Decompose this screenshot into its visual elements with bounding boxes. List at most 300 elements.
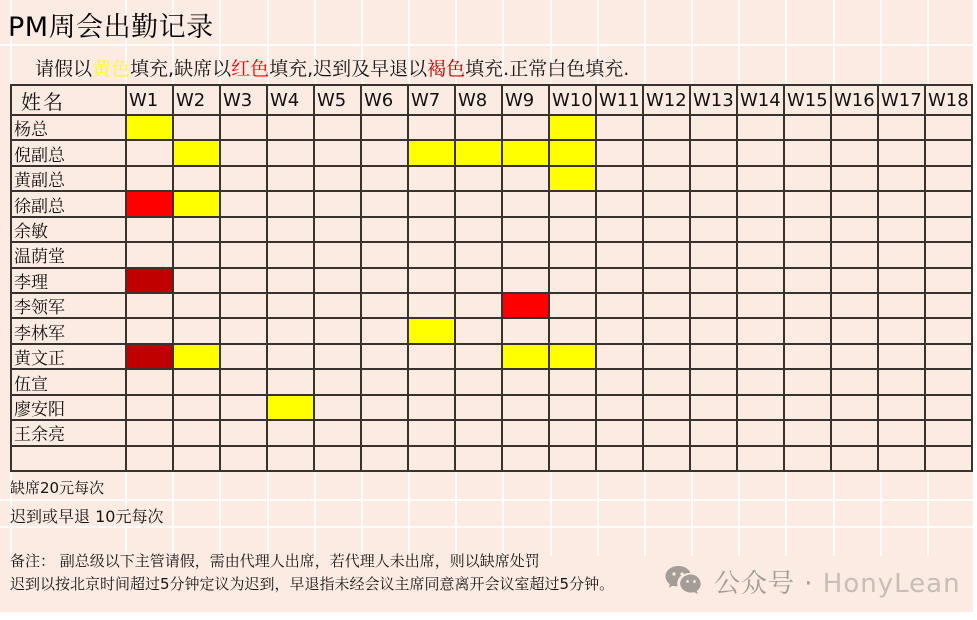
- attendance-cell-廖安阳-W17[interactable]: [879, 396, 924, 419]
- attendance-cell-温荫堂-W16[interactable]: [832, 243, 877, 266]
- attendance-cell-廖安阳-W3[interactable]: [221, 396, 266, 419]
- column-header-w2[interactable]: W2: [174, 86, 219, 114]
- attendance-cell-倪副总-W11[interactable]: [597, 141, 642, 164]
- attendance-cell-徐副总-W11[interactable]: [597, 192, 642, 215]
- attendance-cell-倪副总-W14[interactable]: [738, 141, 783, 164]
- attendance-cell-倪副总-W16[interactable]: [832, 141, 877, 164]
- attendance-cell-徐副总-W2[interactable]: [174, 192, 219, 215]
- attendance-cell-廖安阳-W13[interactable]: [691, 396, 736, 419]
- attendance-cell-伍宣-W12[interactable]: [644, 370, 689, 393]
- attendance-cell-廖安阳-W2[interactable]: [174, 396, 219, 419]
- attendance-cell-李林军-W13[interactable]: [691, 319, 736, 342]
- attendance-cell-李领军-W7[interactable]: [409, 294, 454, 317]
- attendance-cell-黄副总-W17[interactable]: [879, 167, 924, 190]
- attendance-cell-黄副总-W7[interactable]: [409, 167, 454, 190]
- attendance-cell-廖安阳-W18[interactable]: [926, 396, 971, 419]
- attendance-cell-王余亮-W18[interactable]: [926, 421, 971, 444]
- legend-brown-word: 褐色: [427, 58, 466, 80]
- column-header-w14[interactable]: W14: [738, 86, 783, 114]
- attendance-cell-黄文正-W9[interactable]: [503, 345, 548, 368]
- attendance-cell-王余亮-W15[interactable]: [785, 421, 830, 444]
- attendance-cell-伍宣-W14[interactable]: [738, 370, 783, 393]
- attendance-cell-黄文正-W17[interactable]: [879, 345, 924, 368]
- attendance-cell-王余亮-W17[interactable]: [879, 421, 924, 444]
- attendance-cell-黄副总-W15[interactable]: [785, 167, 830, 190]
- attendance-cell-温荫堂-W14[interactable]: [738, 243, 783, 266]
- attendance-cell-余敏-W7[interactable]: [409, 218, 454, 241]
- attendance-cell-杨总-W4[interactable]: [268, 116, 313, 139]
- attendance-cell-李理-W16[interactable]: [832, 269, 877, 292]
- attendance-cell-李理-W8[interactable]: [456, 269, 501, 292]
- column-header-w11[interactable]: W11: [597, 86, 642, 114]
- attendance-cell-黄文正-W15[interactable]: [785, 345, 830, 368]
- attendance-cell-伍宣-W16[interactable]: [832, 370, 877, 393]
- attendance-cell-黄文正-W3[interactable]: [221, 345, 266, 368]
- attendance-cell-李林军-W12[interactable]: [644, 319, 689, 342]
- attendance-cell-余敏-W6[interactable]: [362, 218, 407, 241]
- attendance-cell-温荫堂-W8[interactable]: [456, 243, 501, 266]
- column-header-w6[interactable]: W6: [362, 86, 407, 114]
- attendance-cell-李理-W2[interactable]: [174, 269, 219, 292]
- attendance-cell-李林军-W7[interactable]: [409, 319, 454, 342]
- attendance-cell-余敏-W5[interactable]: [315, 218, 360, 241]
- column-header-w15[interactable]: W15: [785, 86, 830, 114]
- attendance-cell-黄副总-W14[interactable]: [738, 167, 783, 190]
- attendance-cell-伍宣-W9[interactable]: [503, 370, 548, 393]
- attendance-cell-温荫堂-W17[interactable]: [879, 243, 924, 266]
- attendance-cell-李理-W4[interactable]: [268, 269, 313, 292]
- attendance-cell-李理-W1[interactable]: [127, 269, 172, 292]
- attendance-cell-伍宣-W17[interactable]: [879, 370, 924, 393]
- attendance-cell-余敏-W1[interactable]: [127, 218, 172, 241]
- attendance-cell-empty-W8[interactable]: [456, 447, 501, 470]
- attendance-cell-倪副总-W1[interactable]: [127, 141, 172, 164]
- attendance-cell-黄文正-W5[interactable]: [315, 345, 360, 368]
- attendance-cell-伍宣-W5[interactable]: [315, 370, 360, 393]
- attendance-cell-廖安阳-W11[interactable]: [597, 396, 642, 419]
- attendance-cell-杨总-W14[interactable]: [738, 116, 783, 139]
- attendance-cell-黄副总-W16[interactable]: [832, 167, 877, 190]
- attendance-cell-李林军-W2[interactable]: [174, 319, 219, 342]
- attendance-cell-温荫堂-W5[interactable]: [315, 243, 360, 266]
- attendance-cell-李理-W17[interactable]: [879, 269, 924, 292]
- wechat-icon: [664, 564, 704, 600]
- attendance-cell-empty-W3[interactable]: [221, 447, 266, 470]
- attendance-cell-伍宣-W1[interactable]: [127, 370, 172, 393]
- sheet-gridline: [738, 0, 740, 84]
- column-header-w9[interactable]: W9: [503, 86, 548, 114]
- attendance-cell-廖安阳-W10[interactable]: [550, 396, 595, 419]
- attendance-cell-empty-W13[interactable]: [691, 447, 736, 470]
- attendance-cell-王余亮-W2[interactable]: [174, 421, 219, 444]
- attendance-cell-温荫堂-W1[interactable]: [127, 243, 172, 266]
- attendance-cell-黄副总-W2[interactable]: [174, 167, 219, 190]
- attendance-cell-倪副总-W9[interactable]: [503, 141, 548, 164]
- attendance-cell-伍宣-W2[interactable]: [174, 370, 219, 393]
- attendance-cell-伍宣-W3[interactable]: [221, 370, 266, 393]
- attendance-cell-廖安阳-W4[interactable]: [268, 396, 313, 419]
- attendance-cell-黄副总-W10[interactable]: [550, 167, 595, 190]
- attendance-cell-李理-W7[interactable]: [409, 269, 454, 292]
- attendance-cell-李领军-W13[interactable]: [691, 294, 736, 317]
- attendance-cell-温荫堂-W2[interactable]: [174, 243, 219, 266]
- attendance-cell-温荫堂-W3[interactable]: [221, 243, 266, 266]
- attendance-cell-余敏-W3[interactable]: [221, 218, 266, 241]
- attendance-cell-杨总-W9[interactable]: [503, 116, 548, 139]
- attendance-cell-倪副总-W3[interactable]: [221, 141, 266, 164]
- attendance-cell-李林军-W6[interactable]: [362, 319, 407, 342]
- attendance-cell-empty-W18[interactable]: [926, 447, 971, 470]
- attendance-cell-余敏-W8[interactable]: [456, 218, 501, 241]
- column-header-w7[interactable]: W7: [409, 86, 454, 114]
- attendance-cell-王余亮-W9[interactable]: [503, 421, 548, 444]
- attendance-cell-伍宣-W4[interactable]: [268, 370, 313, 393]
- attendance-cell-empty-W1[interactable]: [127, 447, 172, 470]
- attendance-cell-empty-W9[interactable]: [503, 447, 548, 470]
- attendance-cell-徐副总-W17[interactable]: [879, 192, 924, 215]
- legend-yellow-word: 黄色: [92, 58, 131, 80]
- attendance-cell-黄文正-W16[interactable]: [832, 345, 877, 368]
- column-header-w5[interactable]: W5: [315, 86, 360, 114]
- attendance-cell-李林军-W1[interactable]: [127, 319, 172, 342]
- attendance-cell-李领军-W6[interactable]: [362, 294, 407, 317]
- attendance-cell-李领军-W11[interactable]: [597, 294, 642, 317]
- attendance-cell-李领军-W2[interactable]: [174, 294, 219, 317]
- attendance-cell-王余亮-W10[interactable]: [550, 421, 595, 444]
- attendance-cell-李理-W18[interactable]: [926, 269, 971, 292]
- attendance-cell-温荫堂-W15[interactable]: [785, 243, 830, 266]
- attendance-cell-李林军-W17[interactable]: [879, 319, 924, 342]
- attendance-cell-黄副总-W5[interactable]: [315, 167, 360, 190]
- attendance-cell-李林军-W15[interactable]: [785, 319, 830, 342]
- attendance-cell-李领军-W1[interactable]: [127, 294, 172, 317]
- attendance-cell-李理-W14[interactable]: [738, 269, 783, 292]
- sheet-gridline: [408, 472, 410, 556]
- attendance-cell-黄文正-W6[interactable]: [362, 345, 407, 368]
- attendance-cell-徐副总-W14[interactable]: [738, 192, 783, 215]
- attendance-cell-王余亮-W14[interactable]: [738, 421, 783, 444]
- attendance-cell-温荫堂-W10[interactable]: [550, 243, 595, 266]
- attendance-cell-温荫堂-W9[interactable]: [503, 243, 548, 266]
- name-cell-row1[interactable]: 杨总: [12, 116, 125, 139]
- name-cell-row4[interactable]: 徐副总: [12, 192, 125, 215]
- attendance-cell-李林军-W9[interactable]: [503, 319, 548, 342]
- attendance-cell-廖安阳-W7[interactable]: [409, 396, 454, 419]
- attendance-cell-倪副总-W18[interactable]: [926, 141, 971, 164]
- attendance-cell-伍宣-W11[interactable]: [597, 370, 642, 393]
- attendance-cell-廖安阳-W8[interactable]: [456, 396, 501, 419]
- attendance-cell-李林军-W10[interactable]: [550, 319, 595, 342]
- attendance-cell-徐副总-W15[interactable]: [785, 192, 830, 215]
- attendance-cell-廖安阳-W9[interactable]: [503, 396, 548, 419]
- attendance-cell-李林军-W11[interactable]: [597, 319, 642, 342]
- attendance-cell-杨总-W7[interactable]: [409, 116, 454, 139]
- attendance-cell-温荫堂-W13[interactable]: [691, 243, 736, 266]
- attendance-cell-倪副总-W4[interactable]: [268, 141, 313, 164]
- attendance-cell-黄文正-W10[interactable]: [550, 345, 595, 368]
- attendance-cell-黄文正-W14[interactable]: [738, 345, 783, 368]
- attendance-cell-余敏-W10[interactable]: [550, 218, 595, 241]
- attendance-cell-黄文正-W4[interactable]: [268, 345, 313, 368]
- attendance-cell-empty-W15[interactable]: [785, 447, 830, 470]
- name-cell-row14[interactable]: [12, 447, 125, 470]
- attendance-cell-黄文正-W11[interactable]: [597, 345, 642, 368]
- attendance-cell-empty-W2[interactable]: [174, 447, 219, 470]
- attendance-cell-徐副总-W7[interactable]: [409, 192, 454, 215]
- attendance-cell-徐副总-W13[interactable]: [691, 192, 736, 215]
- attendance-cell-温荫堂-W4[interactable]: [268, 243, 313, 266]
- attendance-cell-李领军-W5[interactable]: [315, 294, 360, 317]
- attendance-cell-温荫堂-W11[interactable]: [597, 243, 642, 266]
- attendance-cell-王余亮-W5[interactable]: [315, 421, 360, 444]
- attendance-cell-徐副总-W8[interactable]: [456, 192, 501, 215]
- attendance-cell-李领军-W9[interactable]: [503, 294, 548, 317]
- attendance-cell-李林军-W3[interactable]: [221, 319, 266, 342]
- attendance-cell-徐副总-W9[interactable]: [503, 192, 548, 215]
- column-header-w8[interactable]: W8: [456, 86, 501, 114]
- attendance-cell-黄副总-W1[interactable]: [127, 167, 172, 190]
- attendance-cell-李领军-W17[interactable]: [879, 294, 924, 317]
- name-cell-row10[interactable]: 黄文正: [12, 345, 125, 368]
- attendance-cell-余敏-W11[interactable]: [597, 218, 642, 241]
- attendance-cell-王余亮-W1[interactable]: [127, 421, 172, 444]
- attendance-cell-温荫堂-W6[interactable]: [362, 243, 407, 266]
- attendance-cell-李理-W3[interactable]: [221, 269, 266, 292]
- attendance-cell-余敏-W4[interactable]: [268, 218, 313, 241]
- name-cell-row13[interactable]: 王余亮: [12, 421, 125, 444]
- sheet-gridline: [314, 472, 316, 556]
- attendance-cell-王余亮-W16[interactable]: [832, 421, 877, 444]
- name-cell-row9[interactable]: 李林军: [12, 319, 125, 342]
- attendance-cell-李林军-W18[interactable]: [926, 319, 971, 342]
- attendance-cell-李领军-W12[interactable]: [644, 294, 689, 317]
- attendance-cell-empty-W4[interactable]: [268, 447, 313, 470]
- attendance-cell-李理-W6[interactable]: [362, 269, 407, 292]
- sheet-gridline: [361, 472, 363, 556]
- attendance-cell-李领军-W18[interactable]: [926, 294, 971, 317]
- attendance-cell-王余亮-W8[interactable]: [456, 421, 501, 444]
- attendance-cell-徐副总-W3[interactable]: [221, 192, 266, 215]
- attendance-cell-廖安阳-W14[interactable]: [738, 396, 783, 419]
- attendance-cell-empty-W12[interactable]: [644, 447, 689, 470]
- attendance-cell-黄副总-W8[interactable]: [456, 167, 501, 190]
- attendance-cell-王余亮-W3[interactable]: [221, 421, 266, 444]
- attendance-cell-黄副总-W9[interactable]: [503, 167, 548, 190]
- attendance-cell-黄文正-W2[interactable]: [174, 345, 219, 368]
- attendance-cell-廖安阳-W16[interactable]: [832, 396, 877, 419]
- attendance-cell-徐副总-W18[interactable]: [926, 192, 971, 215]
- attendance-cell-李领军-W8[interactable]: [456, 294, 501, 317]
- attendance-cell-杨总-W12[interactable]: [644, 116, 689, 139]
- attendance-cell-杨总-W18[interactable]: [926, 116, 971, 139]
- column-header-w1[interactable]: W1: [127, 86, 172, 114]
- attendance-cell-王余亮-W6[interactable]: [362, 421, 407, 444]
- attendance-cell-倪副总-W5[interactable]: [315, 141, 360, 164]
- attendance-cell-杨总-W2[interactable]: [174, 116, 219, 139]
- attendance-cell-余敏-W12[interactable]: [644, 218, 689, 241]
- column-header-w17[interactable]: W17: [879, 86, 924, 114]
- attendance-cell-廖安阳-W15[interactable]: [785, 396, 830, 419]
- attendance-cell-杨总-W13[interactable]: [691, 116, 736, 139]
- attendance-cell-温荫堂-W12[interactable]: [644, 243, 689, 266]
- attendance-cell-empty-W6[interactable]: [362, 447, 407, 470]
- attendance-cell-empty-W5[interactable]: [315, 447, 360, 470]
- legend-text: 请假以: [35, 58, 93, 80]
- attendance-cell-徐副总-W16[interactable]: [832, 192, 877, 215]
- attendance-cell-杨总-W17[interactable]: [879, 116, 924, 139]
- attendance-cell-伍宣-W10[interactable]: [550, 370, 595, 393]
- attendance-cell-李领军-W3[interactable]: [221, 294, 266, 317]
- column-header-w3[interactable]: W3: [221, 86, 266, 114]
- attendance-cell-李理-W10[interactable]: [550, 269, 595, 292]
- name-cell-row2[interactable]: 倪副总: [12, 141, 125, 164]
- attendance-cell-徐副总-W4[interactable]: [268, 192, 313, 215]
- name-cell-row7[interactable]: 李理: [12, 269, 125, 292]
- attendance-cell-余敏-W15[interactable]: [785, 218, 830, 241]
- attendance-cell-余敏-W13[interactable]: [691, 218, 736, 241]
- attendance-cell-黄副总-W13[interactable]: [691, 167, 736, 190]
- attendance-cell-王余亮-W4[interactable]: [268, 421, 313, 444]
- sheet-gridline: [691, 0, 693, 84]
- attendance-cell-李林军-W5[interactable]: [315, 319, 360, 342]
- attendance-cell-黄文正-W13[interactable]: [691, 345, 736, 368]
- attendance-cell-廖安阳-W5[interactable]: [315, 396, 360, 419]
- name-cell-row3[interactable]: 黄副总: [12, 167, 125, 190]
- attendance-cell-李领军-W4[interactable]: [268, 294, 313, 317]
- name-cell-row11[interactable]: 伍宣: [12, 370, 125, 393]
- column-header-w18[interactable]: W18: [926, 86, 971, 114]
- attendance-cell-empty-W14[interactable]: [738, 447, 783, 470]
- attendance-cell-伍宣-W15[interactable]: [785, 370, 830, 393]
- sheet-gridline: [0, 44, 973, 46]
- attendance-cell-李林军-W16[interactable]: [832, 319, 877, 342]
- attendance-cell-余敏-W9[interactable]: [503, 218, 548, 241]
- attendance-cell-倪副总-W6[interactable]: [362, 141, 407, 164]
- attendance-cell-黄文正-W1[interactable]: [127, 345, 172, 368]
- attendance-cell-empty-W17[interactable]: [879, 447, 924, 470]
- column-header-w16[interactable]: W16: [832, 86, 877, 114]
- attendance-cell-伍宣-W13[interactable]: [691, 370, 736, 393]
- attendance-cell-王余亮-W11[interactable]: [597, 421, 642, 444]
- attendance-cell-李理-W5[interactable]: [315, 269, 360, 292]
- attendance-cell-empty-W10[interactable]: [550, 447, 595, 470]
- attendance-cell-杨总-W1[interactable]: [127, 116, 172, 139]
- attendance-cell-李林军-W4[interactable]: [268, 319, 313, 342]
- attendance-cell-李理-W12[interactable]: [644, 269, 689, 292]
- attendance-cell-余敏-W14[interactable]: [738, 218, 783, 241]
- attendance-cell-黄文正-W12[interactable]: [644, 345, 689, 368]
- attendance-cell-倪副总-W17[interactable]: [879, 141, 924, 164]
- attendance-cell-empty-W11[interactable]: [597, 447, 642, 470]
- attendance-cell-王余亮-W7[interactable]: [409, 421, 454, 444]
- sheet-gridline: [927, 472, 929, 556]
- attendance-cell-余敏-W2[interactable]: [174, 218, 219, 241]
- absent-fee-note: 缺席20元每次: [10, 479, 105, 497]
- attendance-cell-徐副总-W5[interactable]: [315, 192, 360, 215]
- attendance-cell-黄副总-W3[interactable]: [221, 167, 266, 190]
- attendance-cell-倪副总-W8[interactable]: [456, 141, 501, 164]
- attendance-cell-李林军-W14[interactable]: [738, 319, 783, 342]
- attendance-cell-杨总-W6[interactable]: [362, 116, 407, 139]
- attendance-cell-杨总-W5[interactable]: [315, 116, 360, 139]
- attendance-cell-李领军-W10[interactable]: [550, 294, 595, 317]
- attendance-cell-温荫堂-W18[interactable]: [926, 243, 971, 266]
- attendance-cell-伍宣-W7[interactable]: [409, 370, 454, 393]
- column-header-name[interactable]: 姓名: [12, 86, 125, 114]
- column-header-w4[interactable]: W4: [268, 86, 313, 114]
- column-header-w12[interactable]: W12: [644, 86, 689, 114]
- attendance-cell-伍宣-W18[interactable]: [926, 370, 971, 393]
- attendance-cell-徐副总-W10[interactable]: [550, 192, 595, 215]
- attendance-cell-黄文正-W8[interactable]: [456, 345, 501, 368]
- name-cell-row6[interactable]: 温荫堂: [12, 243, 125, 266]
- attendance-cell-empty-W7[interactable]: [409, 447, 454, 470]
- attendance-cell-黄副总-W18[interactable]: [926, 167, 971, 190]
- name-cell-row12[interactable]: 廖安阳: [12, 396, 125, 419]
- attendance-cell-倪副总-W13[interactable]: [691, 141, 736, 164]
- attendance-cell-李领军-W16[interactable]: [832, 294, 877, 317]
- attendance-cell-杨总-W8[interactable]: [456, 116, 501, 139]
- attendance-cell-余敏-W18[interactable]: [926, 218, 971, 241]
- attendance-cell-杨总-W11[interactable]: [597, 116, 642, 139]
- column-header-w10[interactable]: W10: [550, 86, 595, 114]
- attendance-cell-李领军-W15[interactable]: [785, 294, 830, 317]
- attendance-cell-廖安阳-W6[interactable]: [362, 396, 407, 419]
- sheet-gridline: [833, 472, 835, 556]
- name-cell-row8[interactable]: 李领军: [12, 294, 125, 317]
- attendance-cell-黄副总-W11[interactable]: [597, 167, 642, 190]
- attendance-cell-杨总-W16[interactable]: [832, 116, 877, 139]
- attendance-cell-empty-W16[interactable]: [832, 447, 877, 470]
- attendance-cell-徐副总-W1[interactable]: [127, 192, 172, 215]
- attendance-cell-王余亮-W13[interactable]: [691, 421, 736, 444]
- late-fee-note: 迟到或早退 10元每次: [10, 507, 164, 526]
- sheet-gridline: [644, 0, 646, 84]
- attendance-cell-杨总-W15[interactable]: [785, 116, 830, 139]
- attendance-cell-杨总-W10[interactable]: [550, 116, 595, 139]
- attendance-cell-黄文正-W7[interactable]: [409, 345, 454, 368]
- attendance-cell-廖安阳-W1[interactable]: [127, 396, 172, 419]
- attendance-cell-倪副总-W7[interactable]: [409, 141, 454, 164]
- attendance-cell-余敏-W16[interactable]: [832, 218, 877, 241]
- attendance-cell-李理-W11[interactable]: [597, 269, 642, 292]
- name-cell-row5[interactable]: 余敏: [12, 218, 125, 241]
- attendance-cell-余敏-W17[interactable]: [879, 218, 924, 241]
- attendance-cell-黄副总-W4[interactable]: [268, 167, 313, 190]
- attendance-cell-伍宣-W8[interactable]: [456, 370, 501, 393]
- attendance-cell-徐副总-W6[interactable]: [362, 192, 407, 215]
- attendance-cell-李林军-W8[interactable]: [456, 319, 501, 342]
- column-header-w13[interactable]: W13: [691, 86, 736, 114]
- attendance-cell-徐副总-W12[interactable]: [644, 192, 689, 215]
- attendance-cell-黄副总-W6[interactable]: [362, 167, 407, 190]
- attendance-cell-倪副总-W10[interactable]: [550, 141, 595, 164]
- attendance-cell-李理-W13[interactable]: [691, 269, 736, 292]
- attendance-cell-李理-W15[interactable]: [785, 269, 830, 292]
- attendance-cell-黄副总-W12[interactable]: [644, 167, 689, 190]
- attendance-cell-倪副总-W15[interactable]: [785, 141, 830, 164]
- attendance-cell-倪副总-W12[interactable]: [644, 141, 689, 164]
- attendance-cell-李理-W9[interactable]: [503, 269, 548, 292]
- attendance-cell-倪副总-W2[interactable]: [174, 141, 219, 164]
- attendance-cell-黄文正-W18[interactable]: [926, 345, 971, 368]
- attendance-cell-王余亮-W12[interactable]: [644, 421, 689, 444]
- attendance-cell-伍宣-W6[interactable]: [362, 370, 407, 393]
- attendance-cell-廖安阳-W12[interactable]: [644, 396, 689, 419]
- attendance-cell-杨总-W3[interactable]: [221, 116, 266, 139]
- attendance-cell-温荫堂-W7[interactable]: [409, 243, 454, 266]
- attendance-cell-李领军-W14[interactable]: [738, 294, 783, 317]
